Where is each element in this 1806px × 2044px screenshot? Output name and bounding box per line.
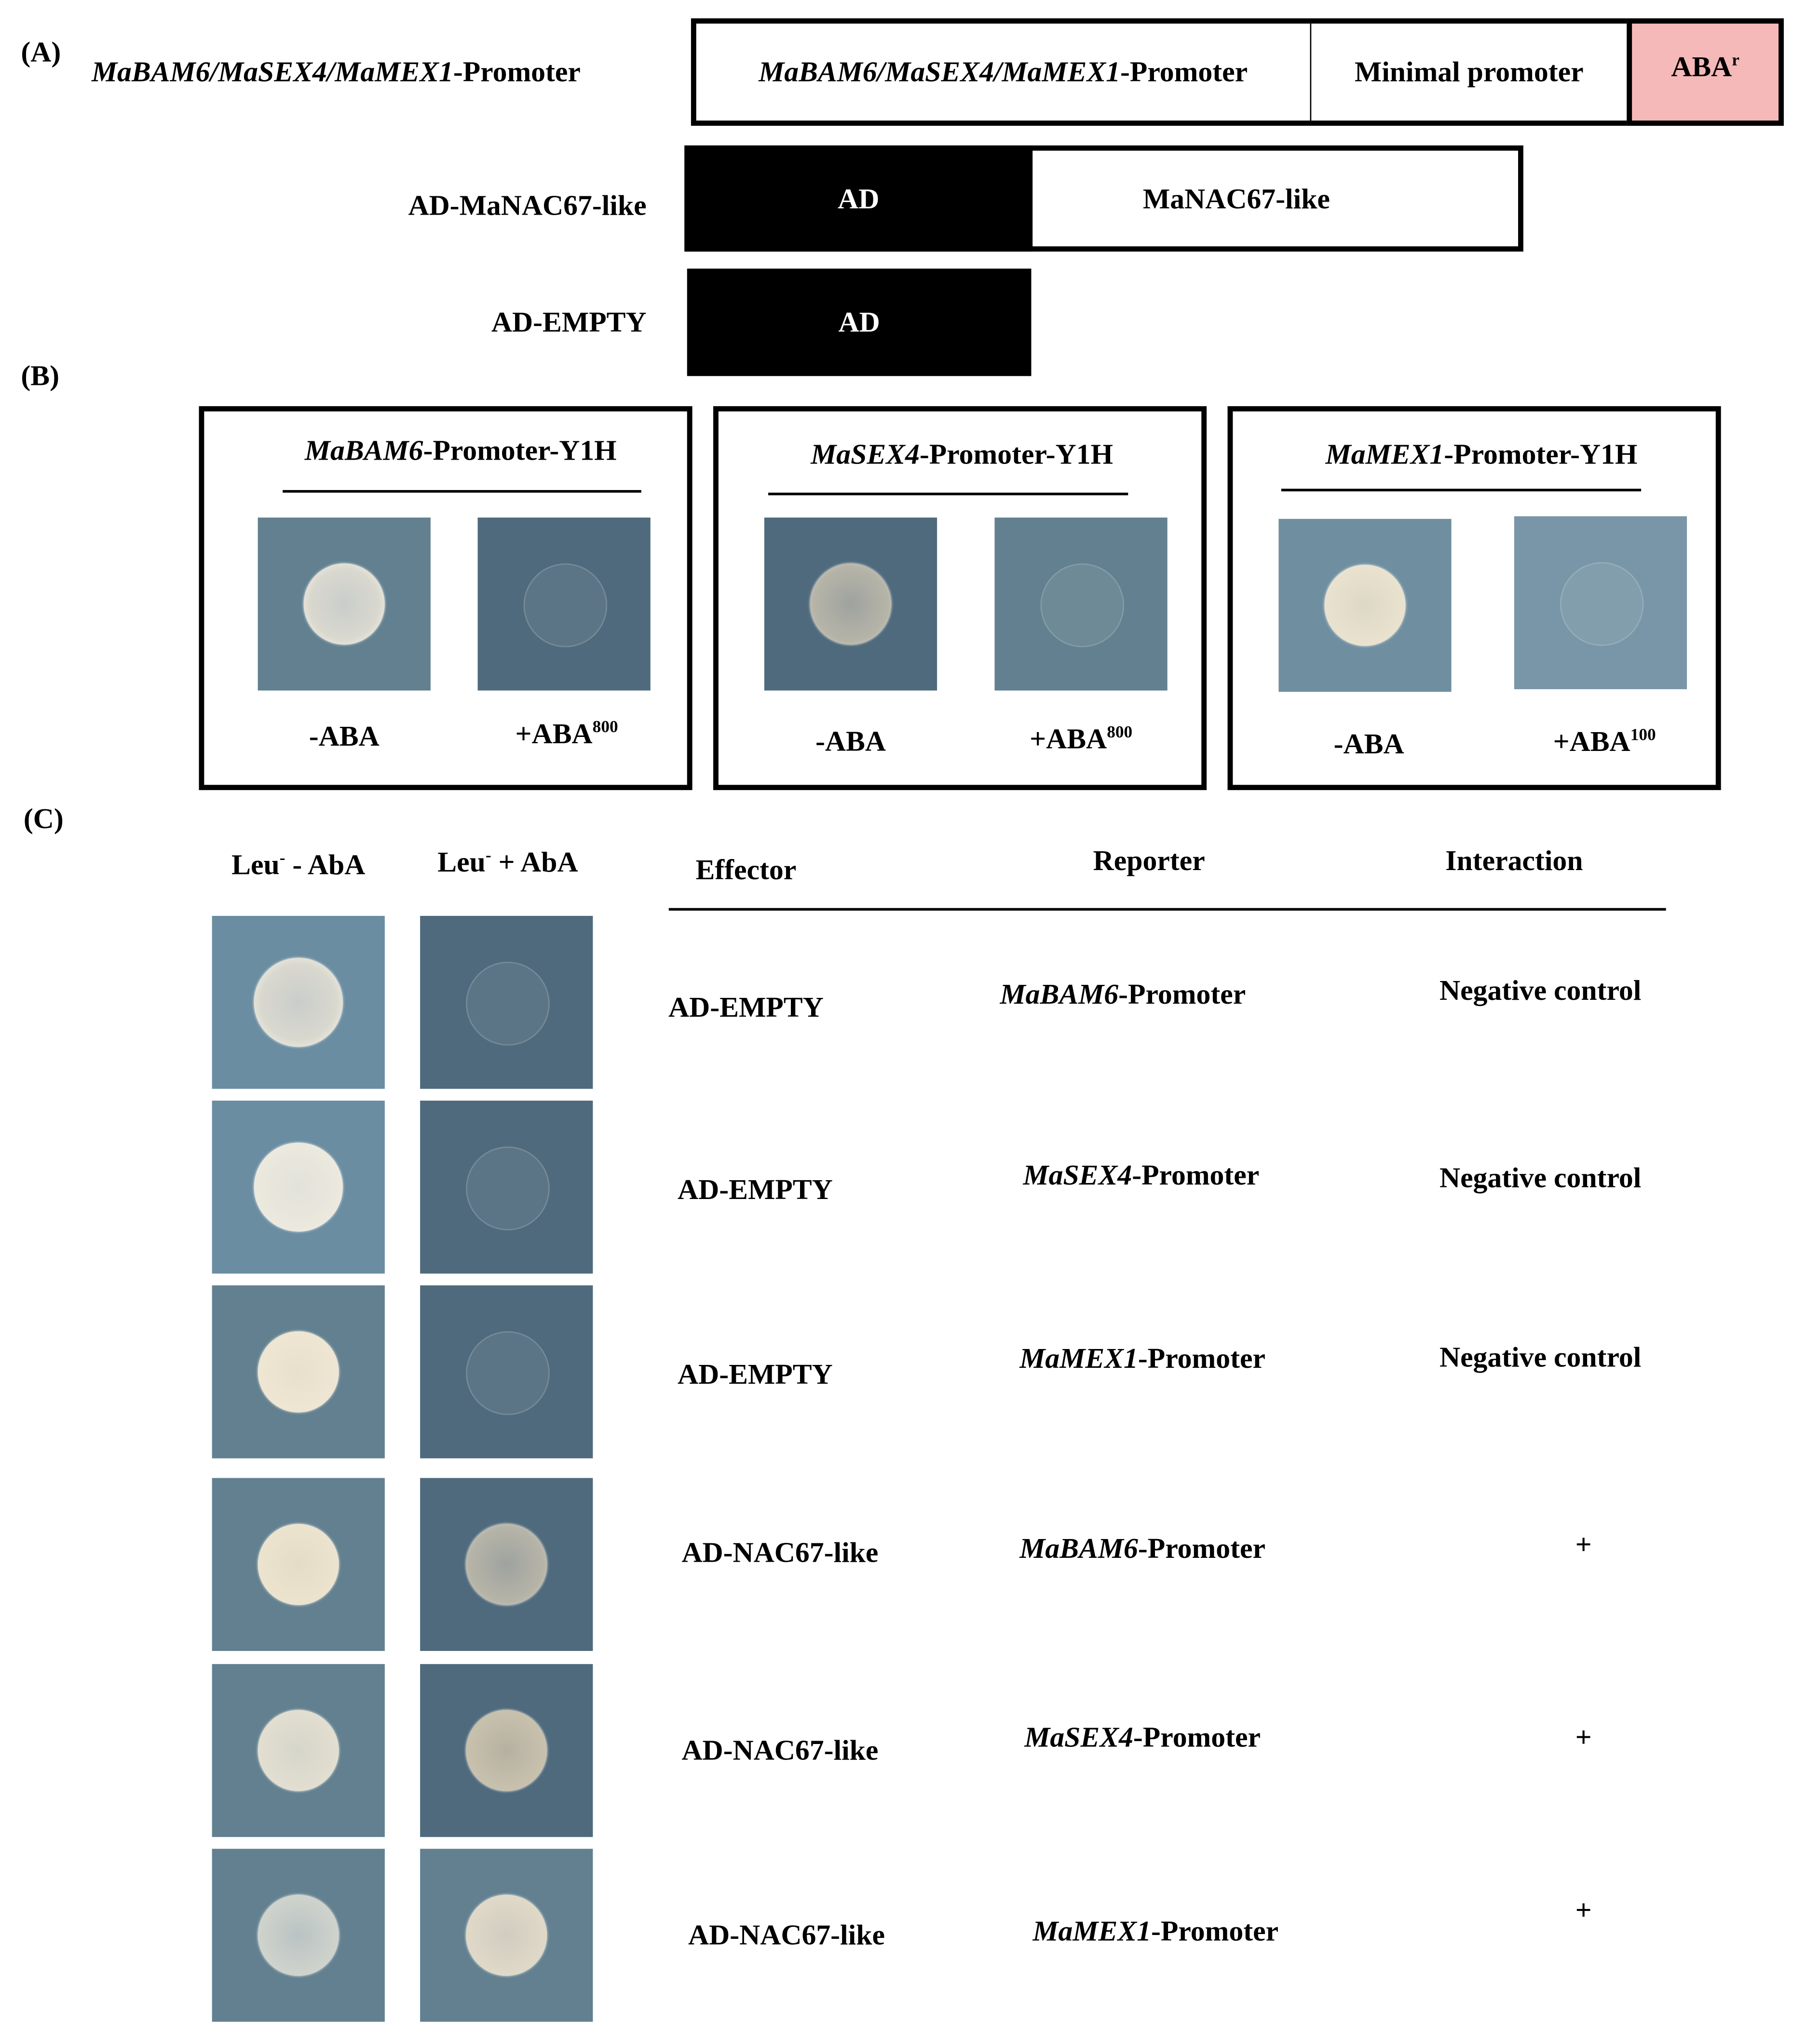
y1h-title-italic: MaSEX4 <box>811 437 920 471</box>
effector2-ad-segment <box>687 269 1032 376</box>
plus-aba-label: +ABA <box>515 717 593 750</box>
row-effector: AD-EMPTY <box>678 1357 833 1390</box>
colony <box>258 1710 339 1791</box>
reporter-label-italic: MaBAM6/MaSEX4/MaMEX1 <box>91 55 453 88</box>
reporter-italic: MaBAM6 <box>1000 977 1119 1010</box>
colony <box>466 962 550 1046</box>
promoter-segment <box>696 24 1311 121</box>
plate-photo <box>994 518 1167 691</box>
reporter-construct-label <box>92 55 581 89</box>
plate-photo <box>212 1285 385 1458</box>
plate-photo <box>420 1849 593 2022</box>
colony <box>466 1894 547 1976</box>
header-reporter: Reporter <box>1093 844 1205 877</box>
effector1-label: AD-MaNAC67-like <box>408 189 647 222</box>
plate-photo <box>212 1849 385 2022</box>
colony <box>1040 563 1124 647</box>
col2-text: Leu <box>437 845 486 878</box>
header-interaction: Interaction <box>1445 844 1583 877</box>
reporter-suffix: -Promoter <box>1118 977 1246 1010</box>
aba-label: ABA <box>1671 50 1732 83</box>
row-interaction: + <box>1575 1893 1592 1926</box>
plate-photo <box>212 1664 385 1837</box>
reporter-suffix: -Promoter <box>1132 1158 1260 1191</box>
plate-photo <box>212 1101 385 1274</box>
minus-aba-label: -ABA <box>815 724 886 758</box>
colony <box>258 1524 339 1605</box>
header-divider <box>669 908 1666 911</box>
plate-photo <box>420 1664 593 1837</box>
y1h-title-suffix: -Promoter-Y1H <box>1444 437 1638 471</box>
colony <box>254 1143 343 1232</box>
colony <box>466 1710 547 1791</box>
panel-b-label: (B) <box>21 359 60 392</box>
plate-photo <box>420 916 593 1089</box>
minimal-promoter-segment <box>1311 24 1627 121</box>
colony <box>466 1524 547 1605</box>
plus-aba-label: +ABA <box>1030 722 1107 755</box>
reporter-suffix: -Promoter <box>1138 1531 1265 1565</box>
effector1-ad-label: AD <box>838 181 880 215</box>
reporter-italic: MaSEX4 <box>1024 1720 1133 1753</box>
reporter-italic: MaMEX1 <box>1019 1341 1138 1375</box>
promoter-segment-suffix: -Promoter <box>1120 55 1248 88</box>
row-effector: AD-EMPTY <box>678 1172 833 1206</box>
col-header-leu-minus-aba <box>231 847 365 882</box>
col1-text: Leu <box>231 848 280 881</box>
effector2-label: AD-EMPTY <box>491 305 647 338</box>
panel-a-label: (A) <box>21 35 61 68</box>
reporter-italic: MaSEX4 <box>1023 1158 1132 1191</box>
colony <box>304 563 385 644</box>
row-effector: AD-EMPTY <box>668 990 824 1023</box>
colony <box>810 563 891 644</box>
row-reporter <box>1019 1342 1265 1376</box>
colony <box>254 958 343 1047</box>
colony <box>258 1894 339 1976</box>
row-interaction: Negative control <box>1439 973 1642 1007</box>
plate-photo <box>212 1478 385 1651</box>
reporter-suffix: -Promoter <box>1138 1341 1265 1375</box>
row-reporter <box>1019 1532 1265 1566</box>
plate-photo <box>420 1101 593 1274</box>
row-effector: AD-NAC67-like <box>688 1918 885 1951</box>
colony <box>258 1331 339 1412</box>
plate-photo <box>420 1478 593 1651</box>
y1h-panel-mamex1 <box>1228 406 1721 790</box>
plate-photo <box>420 1285 593 1458</box>
plate-photo <box>1278 519 1451 692</box>
reporter-suffix: -Promoter <box>1133 1720 1261 1753</box>
plate-photo <box>764 518 937 691</box>
col-header-leu-plus-aba <box>437 845 578 880</box>
y1h-panel-masex4 <box>713 406 1207 790</box>
colony <box>1324 565 1405 646</box>
y1h-title-italic: MaBAM6 <box>304 434 423 467</box>
row-interaction: Negative control <box>1439 1340 1642 1374</box>
header-effector: Effector <box>695 853 797 886</box>
reporter-italic: MaBAM6 <box>1019 1531 1138 1565</box>
row-reporter <box>1024 1720 1261 1755</box>
minimal-promoter-label: Minimal promoter <box>1354 55 1584 88</box>
reporter-italic: MaMEX1 <box>1032 1914 1151 1948</box>
panel-c-label: (C) <box>23 802 64 835</box>
reporter-construct <box>691 18 1784 126</box>
effector1-construct <box>684 146 1523 252</box>
promoter-segment-italic: MaBAM6/MaSEX4/MaMEX1 <box>759 55 1120 88</box>
colony <box>1560 562 1644 646</box>
plate-photo <box>212 916 385 1089</box>
plus-aba-sup: 800 <box>592 716 618 736</box>
row-effector: AD-NAC67-like <box>681 1733 879 1767</box>
effector2-ad-label: AD <box>838 305 880 338</box>
plus-aba-sup: 100 <box>1630 724 1656 744</box>
reporter-suffix: -Promoter <box>1151 1914 1279 1948</box>
plate-photo <box>1514 516 1687 689</box>
minus-aba-label: -ABA <box>1333 727 1404 760</box>
col2-sup: - <box>485 845 491 865</box>
plate-photo <box>258 518 431 691</box>
row-interaction: + <box>1575 1720 1592 1753</box>
plus-aba-sup: 800 <box>1107 722 1133 742</box>
y1h-title-italic: MaMEX1 <box>1325 437 1444 471</box>
row-effector: AD-NAC67-like <box>681 1535 879 1568</box>
plate-photo <box>478 518 651 691</box>
col2-suffix: + AbA <box>491 845 578 878</box>
reporter-label-suffix: -Promoter <box>453 55 581 88</box>
minus-aba-label: -ABA <box>309 719 380 752</box>
divider <box>283 490 641 492</box>
colony <box>466 1146 550 1230</box>
effector1-ad-segment <box>684 146 1032 252</box>
col1-sup: - <box>279 847 285 868</box>
row-reporter <box>1000 978 1246 1012</box>
divider <box>1281 489 1641 491</box>
row-interaction: + <box>1575 1527 1592 1561</box>
effector1-gene-label: MaNAC67-like <box>1142 181 1330 215</box>
plus-aba-label: +ABA <box>1553 724 1630 758</box>
colony <box>524 563 608 647</box>
row-interaction: Negative control <box>1439 1160 1642 1194</box>
col1-suffix: - AbA <box>285 848 366 881</box>
row-reporter <box>1032 1914 1278 1949</box>
colony <box>466 1331 550 1415</box>
aba-resistance-segment <box>1627 18 1784 126</box>
y1h-title-suffix: -Promoter-Y1H <box>919 437 1113 471</box>
y1h-title-suffix: -Promoter-Y1H <box>423 434 617 467</box>
divider <box>768 492 1128 495</box>
y1h-panel-mabam6 <box>199 406 692 790</box>
aba-sup: r <box>1732 50 1739 70</box>
row-reporter <box>1023 1158 1260 1193</box>
